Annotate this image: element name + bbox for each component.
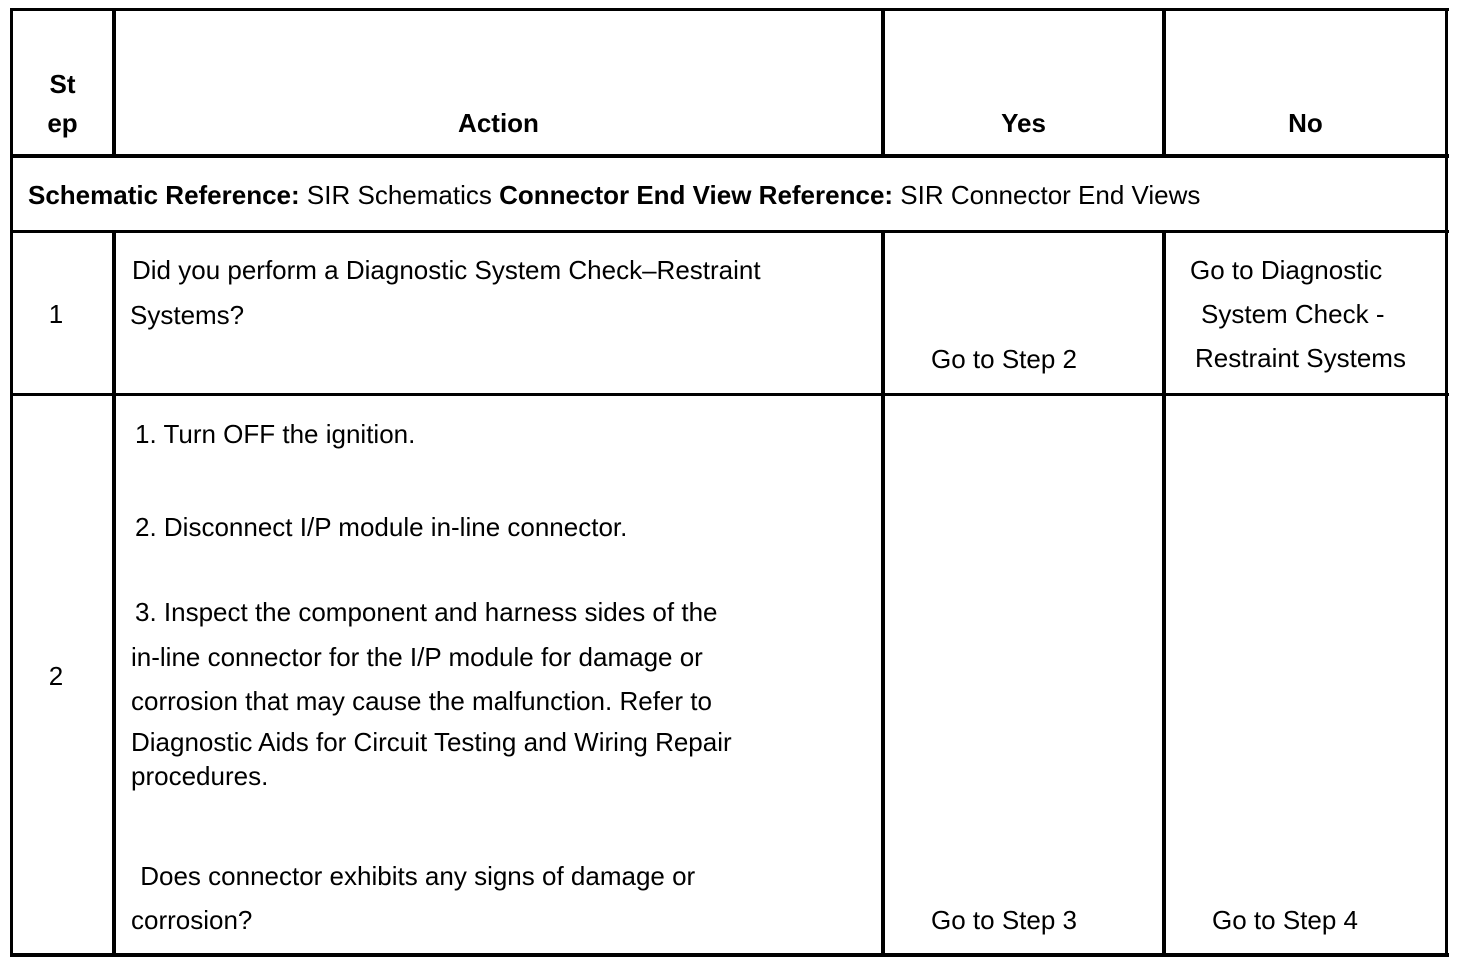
row2-question-line1: Does connector exhibits any signs of damage or	[133, 861, 696, 891]
row1-step: 1	[48, 299, 64, 329]
row1-action-line1: Did you perform a Diagnostic System Check–Restraint	[132, 255, 761, 285]
reference-bottom-border	[10, 230, 1449, 233]
connector-reference-value: SIR Connector End Views	[900, 180, 1201, 210]
header-bottom-border	[10, 154, 1449, 158]
header-action: Action	[458, 108, 539, 138]
schematic-reference-label: Schematic Reference:	[28, 180, 300, 210]
yes-column-divider-body	[1162, 230, 1166, 957]
table-left-border	[10, 8, 13, 957]
table-top-border	[10, 8, 1449, 11]
row1-bottom-border	[10, 393, 1449, 396]
row2-action-cont3: Diagnostic Aids for Circuit Testing and Wiring Repair	[131, 727, 732, 757]
header-no: No	[1288, 108, 1323, 138]
row1-no-line2: System Check -	[1201, 299, 1385, 329]
row2-step: 2	[48, 661, 64, 691]
connector-reference-label: Connector End View Reference:	[499, 180, 894, 210]
row1-yes: Go to Step 2	[931, 344, 1077, 374]
row1-action-line2: Systems?	[130, 300, 245, 330]
row2-action-item1: 1. Turn OFF the ignition.	[135, 419, 416, 449]
row2-action-cont1: in-line connector for the I/P module for damage or	[131, 642, 703, 672]
row1-no-line3: Restraint Systems	[1195, 343, 1406, 373]
step-column-divider-body	[112, 230, 116, 957]
row1-no-line1: Go to Diagnostic	[1190, 255, 1383, 285]
row2-no: Go to Step 4	[1212, 905, 1358, 935]
row2-action-cont2: corrosion that may cause the malfunction. Refer to	[131, 686, 712, 716]
header-step-line1: St	[49, 69, 76, 99]
table-bottom-border	[10, 953, 1449, 957]
action-column-divider-body	[881, 230, 885, 957]
header-yes: Yes	[1001, 108, 1046, 138]
row2-action-item2: 2. Disconnect I/P module in-line connector.	[135, 512, 628, 542]
reference-line	[28, 182, 1200, 208]
row2-yes: Go to Step 3	[931, 905, 1077, 935]
header-step-line2: ep	[47, 108, 78, 138]
table-right-border	[1445, 8, 1448, 957]
schematic-reference-value: SIR Schematics	[306, 180, 492, 210]
row2-action-cont4: procedures.	[131, 761, 269, 791]
row2-question-line2: corrosion?	[131, 905, 253, 935]
row2-action-item3: 3. Inspect the component and harness sides of the	[135, 597, 718, 627]
